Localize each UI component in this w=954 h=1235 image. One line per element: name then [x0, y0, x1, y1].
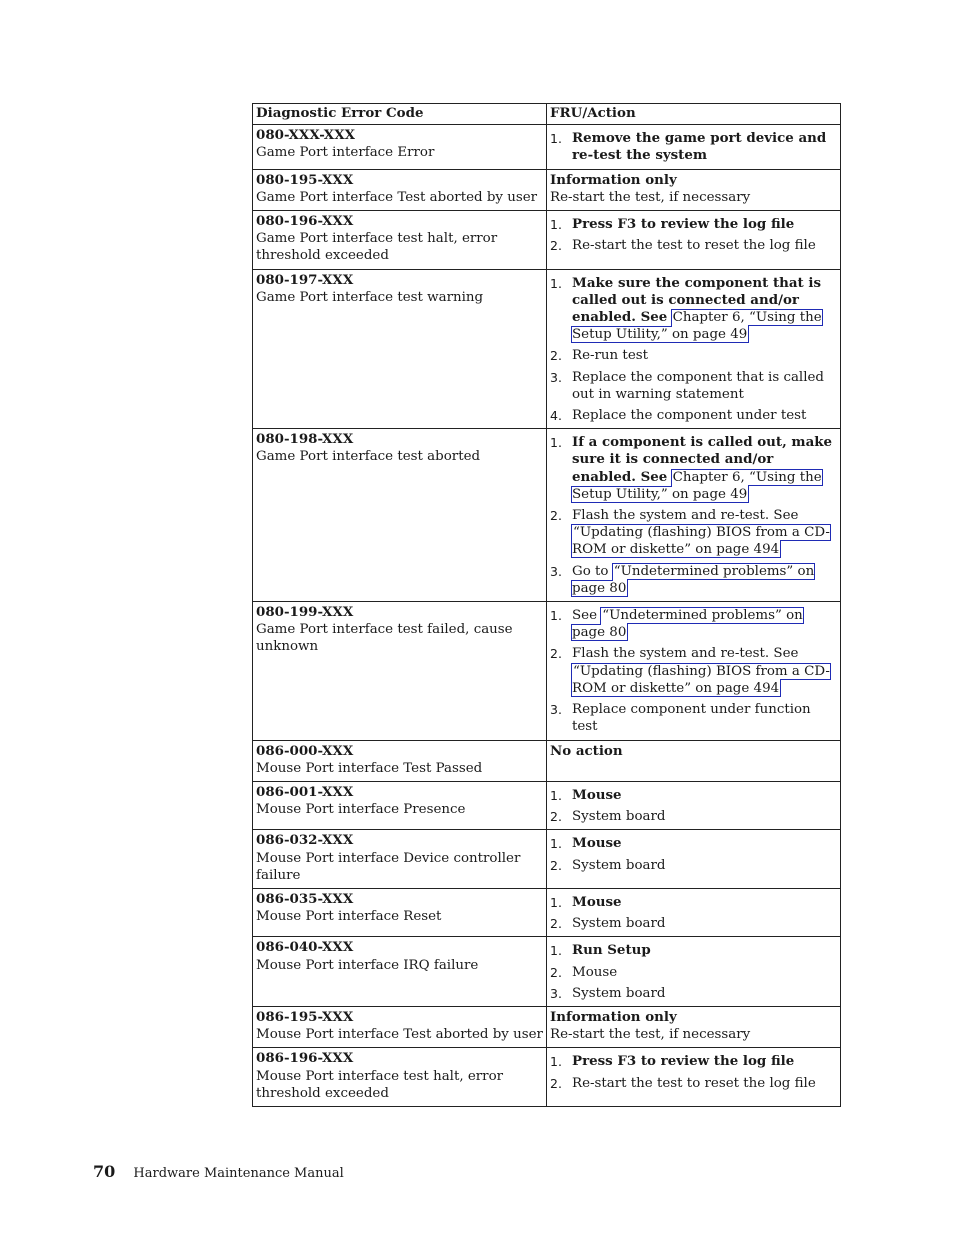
action-text — [572, 645, 837, 697]
action-plain-text: System board — [572, 809, 666, 825]
action-text — [572, 808, 837, 825]
action-text — [572, 894, 837, 911]
action-text — [572, 369, 837, 403]
action-number: 2. — [550, 508, 562, 524]
action-info — [550, 172, 837, 206]
action-number: 2. — [550, 916, 562, 932]
error-code-cell — [253, 888, 547, 936]
table-row — [253, 937, 841, 1007]
action-text — [572, 701, 837, 735]
error-description: Mouse Port interface Test Passed — [256, 760, 483, 776]
action-bold-text: Run Setup — [572, 942, 651, 959]
error-code-cell — [253, 269, 547, 429]
action-cell — [547, 1006, 841, 1047]
action-info-text: Re-start the test, if necessary — [550, 1027, 751, 1043]
action-text — [572, 835, 837, 852]
action-plain-text: Mouse — [572, 964, 618, 980]
action-cell — [547, 429, 841, 602]
page-number: 70 — [93, 1162, 116, 1181]
action-info-title: Information only — [550, 1008, 677, 1025]
cross-reference-link[interactable]: “Updating (flashing) BIOS from a CD-ROM or diskette” on page 494 — [572, 525, 830, 558]
table-row — [253, 429, 841, 602]
error-code-cell — [253, 602, 547, 740]
action-number: 2. — [550, 348, 562, 364]
action-cell — [547, 1048, 841, 1107]
error-code-cell — [253, 1048, 547, 1107]
action-text — [572, 130, 837, 164]
action-bold-text: Mouse — [572, 835, 622, 852]
error-code: 080-198-XXX — [256, 431, 354, 448]
action-list — [550, 607, 837, 735]
action-cell — [547, 125, 841, 169]
action-number: 1. — [550, 217, 562, 233]
action-text — [572, 787, 837, 804]
error-code: 086-196-XXX — [256, 1050, 354, 1067]
table-row — [253, 781, 841, 829]
action-list — [550, 275, 837, 425]
error-description: Mouse Port interface Test aborted by user — [256, 1027, 543, 1043]
error-code: 086-000-XXX — [256, 742, 354, 759]
action-plain-text: Re-start the test to reset the log file — [572, 1075, 816, 1091]
manual-title: Hardware Maintenance Manual — [133, 1166, 344, 1181]
action-number: 4. — [550, 408, 562, 424]
action-number: 1. — [550, 275, 562, 291]
action-bold-text: Remove the game port device and re-test the system — [572, 130, 827, 164]
action-number: 1. — [550, 435, 562, 451]
error-code: 086-032-XXX — [256, 832, 354, 849]
action-item — [550, 985, 837, 1002]
action-number: 2. — [550, 809, 562, 825]
action-text — [572, 347, 837, 364]
action-text — [572, 275, 837, 344]
column-header-code: Diagnostic Error Code — [253, 104, 547, 125]
action-text — [572, 857, 837, 874]
cross-reference-link[interactable]: “Undetermined problems” on page 80 — [572, 563, 815, 596]
error-code-cell — [253, 830, 547, 889]
error-description: Mouse Port interface Device controller failure — [256, 850, 521, 883]
table-row — [253, 740, 841, 781]
action-number: 2. — [550, 857, 562, 873]
action-number: 1. — [550, 131, 562, 147]
action-text — [572, 985, 837, 1002]
action-bold-text: Press F3 to review the log file — [572, 1053, 795, 1070]
error-description: Game Port interface test halt, error threshold exceeded — [256, 231, 498, 264]
action-cell — [547, 740, 841, 781]
action-item — [550, 347, 837, 364]
action-number: 1. — [550, 836, 562, 852]
action-plain-text: Flash the system and re-test. See — [572, 508, 799, 524]
action-info-title: No action — [550, 742, 623, 759]
action-item — [550, 964, 837, 981]
action-cell — [547, 169, 841, 210]
action-list — [550, 434, 837, 597]
action-number: 1. — [550, 894, 562, 910]
action-item — [550, 130, 837, 164]
error-code-cell — [253, 781, 547, 829]
action-text — [572, 915, 837, 932]
action-item — [550, 835, 837, 852]
error-code-cell — [253, 937, 547, 1007]
action-plain-text: Replace component under function test — [572, 702, 811, 735]
error-code-cell — [253, 429, 547, 602]
action-item — [550, 942, 837, 959]
action-item — [550, 701, 837, 735]
action-info — [550, 743, 837, 760]
error-code: 086-040-XXX — [256, 939, 354, 956]
table-row — [253, 211, 841, 270]
action-item — [550, 857, 837, 874]
action-info — [550, 1009, 837, 1043]
action-number: 2. — [550, 238, 562, 254]
cross-reference-link[interactable]: Chapter 6, “Using the Setup Utility,” on page 49 — [572, 469, 822, 502]
action-cell — [547, 211, 841, 270]
action-item — [550, 1075, 837, 1092]
action-item — [550, 507, 837, 559]
action-plain-text: Go to — [572, 563, 609, 579]
action-text — [572, 964, 837, 981]
action-item — [550, 275, 837, 344]
error-description: Mouse Port interface Presence — [256, 802, 466, 818]
table-row — [253, 1006, 841, 1047]
action-cell — [547, 269, 841, 429]
action-number: 1. — [550, 943, 562, 959]
action-number: 2. — [550, 964, 562, 980]
action-text — [572, 216, 837, 233]
action-text — [572, 1053, 837, 1070]
action-item — [550, 915, 837, 932]
column-header-action: FRU/Action — [547, 104, 841, 125]
action-plain-text: System board — [572, 857, 666, 873]
table-row — [253, 1048, 841, 1107]
action-number: 3. — [550, 702, 562, 718]
action-number: 3. — [550, 563, 562, 579]
action-bold-text: Make sure the component that is called out is connected and/or enabled. See — [572, 274, 822, 326]
action-plain-text: Re-start the test to reset the log file — [572, 238, 816, 254]
action-list — [550, 894, 837, 932]
action-plain-text: Replace the component that is called out in warning statement — [572, 369, 824, 402]
table-row — [253, 602, 841, 740]
action-text — [572, 434, 837, 503]
error-code: 080-XXX-XXX — [256, 127, 355, 144]
table-body — [253, 125, 841, 1107]
action-list — [550, 216, 837, 254]
action-item — [550, 787, 837, 804]
action-plain-text: System board — [572, 985, 666, 1001]
action-list — [550, 835, 837, 873]
action-plain-text: See — [572, 608, 598, 624]
action-text — [572, 1075, 837, 1092]
table-row — [253, 125, 841, 169]
action-item — [550, 1053, 837, 1070]
error-code-cell — [253, 169, 547, 210]
action-cell — [547, 888, 841, 936]
error-description: Game Port interface test warning — [256, 289, 484, 305]
action-list — [550, 130, 837, 164]
action-bold-text: If a component is called out, make sure it is connected and/or enabled. See — [572, 434, 833, 485]
error-code: 080-195-XXX — [256, 171, 354, 188]
action-info-title: Information only — [550, 171, 677, 188]
error-description: Mouse Port interface IRQ failure — [256, 957, 479, 973]
action-list — [550, 787, 837, 825]
action-list — [550, 1053, 837, 1091]
action-info-text: Re-start the test, if necessary — [550, 189, 751, 205]
error-code: 080-199-XXX — [256, 604, 354, 621]
action-plain-text: Flash the system and re-test. See — [572, 646, 799, 662]
error-description: Game Port interface test aborted — [256, 449, 481, 465]
action-item — [550, 407, 837, 424]
diagnostic-table — [252, 103, 841, 1107]
error-code: 080-197-XXX — [256, 271, 354, 288]
error-code-cell — [253, 211, 547, 270]
action-bold-text: Press F3 to review the log file — [572, 216, 795, 233]
error-description: Mouse Port interface test halt, error threshold exceeded — [256, 1068, 504, 1101]
error-code-cell — [253, 740, 547, 781]
action-cell — [547, 937, 841, 1007]
action-number: 3. — [550, 369, 562, 385]
error-description: Game Port interface Test aborted by user — [256, 189, 538, 205]
cross-reference-link[interactable]: Chapter 6, “Using the Setup Utility,” on page 49 — [572, 310, 822, 343]
action-item — [550, 216, 837, 233]
action-plain-text: Replace the component under test — [572, 408, 807, 424]
table-header-row — [253, 104, 841, 125]
action-plain-text: System board — [572, 916, 666, 932]
action-plain-text: Re-run test — [572, 348, 648, 364]
error-code-cell — [253, 1006, 547, 1047]
action-number: 1. — [550, 608, 562, 624]
error-description: Mouse Port interface Reset — [256, 909, 442, 925]
error-code: 080-196-XXX — [256, 213, 354, 230]
action-text — [572, 237, 837, 254]
action-item — [550, 369, 837, 403]
action-text — [572, 942, 837, 959]
error-code: 086-195-XXX — [256, 1008, 354, 1025]
error-description: Game Port interface Error — [256, 145, 435, 161]
error-code: 086-001-XXX — [256, 783, 354, 800]
table-row — [253, 888, 841, 936]
action-item — [550, 563, 837, 597]
action-number: 1. — [550, 787, 562, 803]
action-number: 1. — [550, 1054, 562, 1070]
action-text — [572, 563, 837, 597]
action-bold-text: Mouse — [572, 893, 622, 910]
error-code: 086-035-XXX — [256, 890, 354, 907]
action-item — [550, 645, 837, 697]
action-list — [550, 942, 837, 1002]
action-number: 3. — [550, 985, 562, 1001]
action-text — [572, 407, 837, 424]
cross-reference-link[interactable]: “Updating (flashing) BIOS from a CD-ROM or diskette” on page 494 — [572, 663, 830, 696]
action-text — [572, 607, 837, 641]
action-number: 2. — [550, 646, 562, 662]
action-cell — [547, 781, 841, 829]
action-item — [550, 607, 837, 641]
table-row — [253, 169, 841, 210]
action-text — [572, 507, 837, 559]
action-cell — [547, 602, 841, 740]
page-footer — [93, 1162, 344, 1181]
error-code-cell — [253, 125, 547, 169]
action-item — [550, 808, 837, 825]
action-item — [550, 894, 837, 911]
action-item — [550, 434, 837, 503]
error-description: Game Port interface test failed, cause unknown — [256, 622, 513, 655]
action-cell — [547, 830, 841, 889]
table-row — [253, 830, 841, 889]
cross-reference-link[interactable]: “Undetermined problems” on page 80 — [572, 608, 803, 641]
table-row — [253, 269, 841, 429]
action-item — [550, 237, 837, 254]
action-number: 2. — [550, 1075, 562, 1091]
action-bold-text: Mouse — [572, 786, 622, 803]
